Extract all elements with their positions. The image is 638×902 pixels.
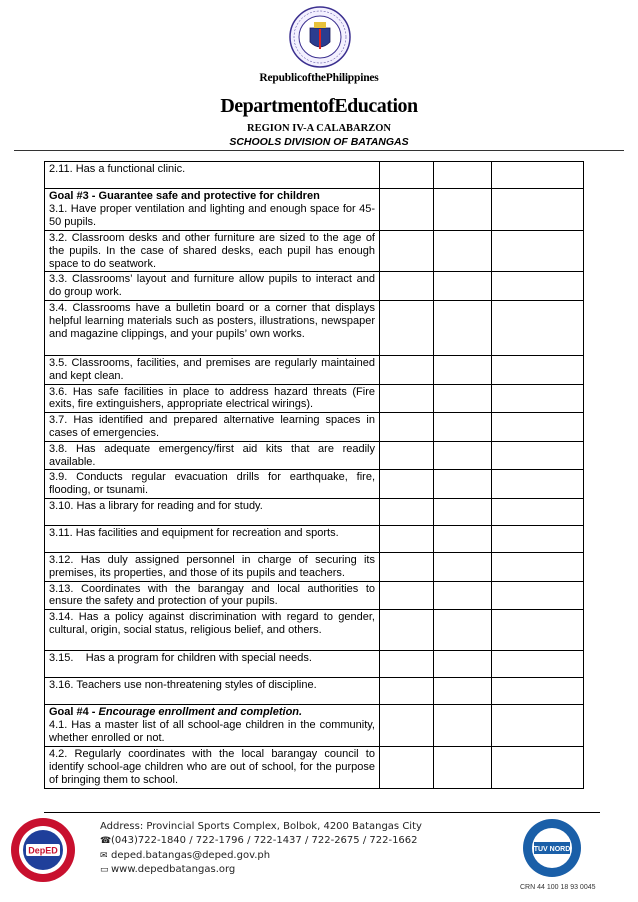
table-row [45,441,584,470]
envelope-icon: ✉ [100,850,108,861]
rating-cell[interactable] [434,300,492,355]
criterion-cell: 3.13. Coordinates with the barangay and local authorities to ensure the safety and protection of your pupils. [45,581,380,610]
rating-cell[interactable] [380,470,434,499]
criterion-cell: 3.10. Has a library for reading and for study. [45,498,380,525]
criterion-cell: 3.2. Classroom desks and other furniture are sized to the age of the pupils. In the case of shared desks, each pupil has enough space to do seatwork. [45,231,380,272]
rating-cell[interactable] [380,162,434,189]
remarks-cell[interactable] [492,498,584,525]
email-link[interactable]: deped.batangas@deped.gov.ph [111,849,271,861]
rating-cell[interactable] [434,705,492,747]
rating-cell[interactable] [434,678,492,705]
department-heading: DepartmentofEducation [220,95,418,117]
rating-cell[interactable] [434,231,492,272]
criterion-cell: 4.2. Regularly coordinates with the local barangay council to identify school-age children who are out of school, for the purpose of bringing them to school. [45,747,380,788]
tuv-logo-text: TUV NORD [533,846,571,853]
rating-cell[interactable] [380,651,434,678]
remarks-cell[interactable] [492,162,584,189]
website-line [100,863,422,877]
rating-cell[interactable] [434,610,492,651]
rating-cell[interactable] [380,189,434,231]
table-row [45,470,584,499]
email-line [100,849,422,863]
remarks-cell[interactable] [492,355,584,384]
rating-cell[interactable] [434,189,492,231]
criterion-cell: 3.14. Has a policy against discrimination with regard to gender, cultural, origin, social status, religious belief, and others. [45,610,380,651]
table-row [45,413,584,442]
table-row [45,384,584,413]
remarks-cell[interactable] [492,231,584,272]
remarks-cell[interactable] [492,552,584,581]
rating-cell[interactable] [434,272,492,301]
remarks-cell[interactable] [492,470,584,499]
table-row [45,525,584,552]
remarks-cell[interactable] [492,581,584,610]
table-row [45,231,584,272]
remarks-cell[interactable] [492,413,584,442]
rating-cell[interactable] [380,581,434,610]
criterion-cell: 3.11. Has facilities and equipment for recreation and sports. [45,525,380,552]
rating-cell[interactable] [434,384,492,413]
remarks-cell[interactable] [492,272,584,301]
criterion-cell: 3.9. Conducts regular evacuation drills for earthquake, fire, flooding, or tsunami. [45,470,380,499]
criterion-cell: 3.6. Has safe facilities in place to address hazard threats (Fire exits, fire extinguishers, appropriate electrical wirings). [45,384,380,413]
remarks-cell[interactable] [492,610,584,651]
rating-cell[interactable] [434,162,492,189]
deped-seal-logo [289,6,351,68]
tuv-nord-logo [522,818,582,878]
table-row [45,651,584,678]
rating-cell[interactable] [380,272,434,301]
remarks-cell[interactable] [492,705,584,747]
criterion-cell: Goal #3 - Guarantee safe and protective for children 3.1. Have proper ventilation and lighting and enough space for 45-50 pupils. [45,189,380,231]
computer-icon: ▭ [100,864,109,875]
remarks-cell[interactable] [492,441,584,470]
header-divider [14,150,624,151]
rating-cell[interactable] [380,300,434,355]
table-row [45,355,584,384]
rating-cell[interactable] [434,413,492,442]
table-row [45,678,584,705]
criterion-cell: 2.11. Has a functional clinic. [45,162,380,189]
criterion-cell: 3.7. Has identified and prepared alternative learning spaces in cases of emergencies. [45,413,380,442]
address-line: Address: Provincial Sports Complex, Bolbok, 4200 Batangas City [100,821,422,832]
remarks-cell[interactable] [492,189,584,231]
table-row [45,189,584,231]
table-row [45,162,584,189]
rating-cell[interactable] [380,610,434,651]
remarks-cell[interactable] [492,384,584,413]
table-row [45,552,584,581]
table-row [45,498,584,525]
deped-batangas-logo [10,817,76,883]
remarks-cell[interactable] [492,525,584,552]
rating-cell[interactable] [434,525,492,552]
phone-line: ☎(043)722-1840 / 722-1796 / 722-1437 / 722-2675 / 722-1662 [100,834,422,848]
goal-heading: Goal #4 - Encourage enrollment and completion. [49,706,303,719]
table-row [45,747,584,788]
rating-cell[interactable] [434,552,492,581]
deped-logo-text: DepED [28,845,58,856]
footer-divider [44,812,600,813]
table-row [45,581,584,610]
table-row [45,705,584,747]
division-heading: SCHOOLS DIVISION OF BATANGAS [229,136,409,148]
criterion-cell: 3.15. Has a program for children with special needs. [45,651,380,678]
rating-cell[interactable] [380,384,434,413]
rating-cell[interactable] [380,355,434,384]
goal-heading: Goal #3 - Guarantee safe and protective for children [49,190,320,202]
criterion-cell: 3.5. Classrooms, facilities, and premises are regularly maintained and kept clean. [45,355,380,384]
rating-cell[interactable] [380,705,434,747]
criterion-cell: 3.4. Classrooms have a bulletin board or a corner that displays helpful learning materials such as posters, illustrations, newspaper and magazine clippings, and your pupils’ own works. [45,300,380,355]
rating-cell[interactable] [434,581,492,610]
rating-cell[interactable] [434,470,492,499]
rating-cell[interactable] [434,498,492,525]
table-row [45,300,584,355]
remarks-cell[interactable] [492,300,584,355]
criterion-cell: 3.8. Has adequate emergency/first aid kits that are readily available. [45,441,380,470]
rating-cell[interactable] [380,525,434,552]
checklist-table [44,161,584,789]
remarks-cell[interactable] [492,747,584,788]
table-row [45,610,584,651]
criterion-cell: 3.16. Teachers use non-threatening styles of discipline. [45,678,380,705]
criterion-cell: 3.3. Classrooms’ layout and furniture allow pupils to interact and do group work. [45,272,380,301]
rating-cell[interactable] [380,413,434,442]
rating-cell[interactable] [380,441,434,470]
rating-cell[interactable] [434,441,492,470]
website-link[interactable]: www.depedbatangas.org [111,863,236,875]
criterion-cell: Goal #4 - Encourage enrollment and completion. 4.1. Has a master list of all school-age children in the community, whether enrolled or not. [45,705,380,747]
rating-cell[interactable] [434,355,492,384]
remarks-cell[interactable] [492,678,584,705]
crn-number: CRN 44 100 18 93 0045 [520,884,596,891]
rating-cell[interactable] [380,552,434,581]
criterion-cell: 3.12. Has duly assigned personnel in charge of securing its premises, its properties, and those of its pupils and teachers. [45,552,380,581]
rating-cell[interactable] [380,678,434,705]
rating-cell[interactable] [434,747,492,788]
region-heading: REGION IV-A CALABARZON [247,123,391,134]
republic-heading: RepublicofthePhilippines [259,72,379,84]
rating-cell[interactable] [380,498,434,525]
phone-icon: ☎ [100,836,112,847]
remarks-cell[interactable] [492,651,584,678]
rating-cell[interactable] [434,651,492,678]
table-row [45,272,584,301]
rating-cell[interactable] [380,231,434,272]
rating-cell[interactable] [380,747,434,788]
footer-contact [100,820,422,877]
